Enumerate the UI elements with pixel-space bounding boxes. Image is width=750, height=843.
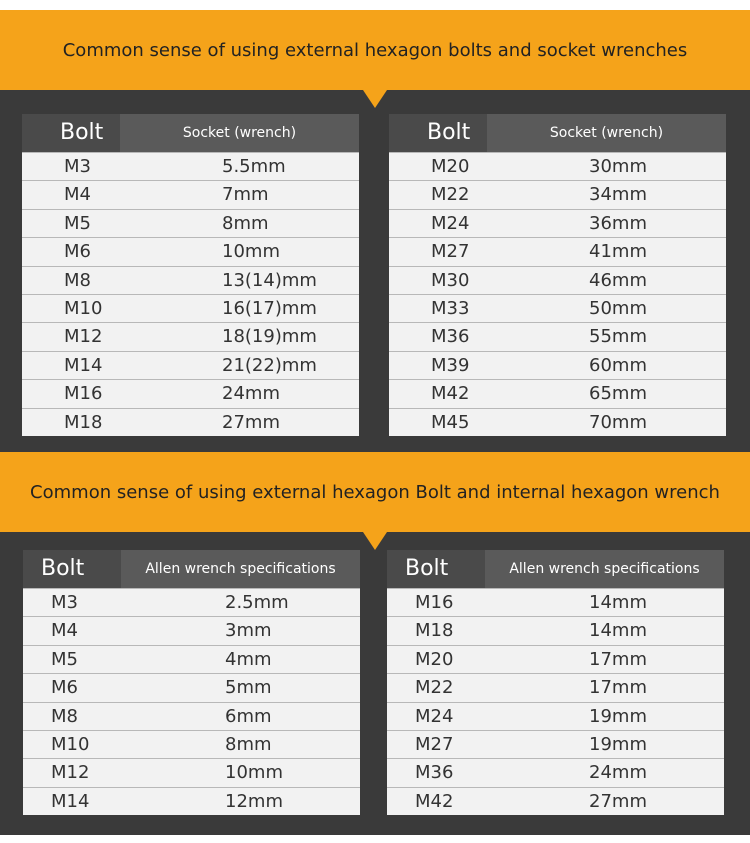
wrench-size-cell: 36mm: [589, 212, 647, 234]
wrench-size-cell: 41mm: [589, 241, 647, 263]
bolt-size-cell: M10: [51, 733, 90, 755]
wrench-size-cell: 55mm: [589, 326, 647, 348]
table-row: [23, 616, 360, 644]
bolt-size-cell: M36: [415, 762, 454, 784]
wrench-size-cell: 7mm: [222, 184, 269, 206]
wrench-size-cell: 27mm: [589, 790, 647, 812]
bolt-size-cell: M42: [431, 383, 470, 405]
table-row: [22, 209, 359, 237]
wrench-size-cell: 19mm: [589, 733, 647, 755]
table-row: [389, 209, 726, 237]
bolt-size-cell: M39: [431, 354, 470, 376]
bolt-size-cell: M10: [64, 297, 103, 319]
table-row: [22, 322, 359, 350]
bolt-size-cell: M5: [51, 648, 78, 670]
wrench-size-cell: 60mm: [589, 354, 647, 376]
wrench-size-cell: 2.5mm: [225, 592, 289, 613]
table-row: [387, 758, 724, 786]
bolt-size-cell: M24: [415, 705, 454, 727]
section1-left-table: [22, 114, 359, 436]
table-header: [23, 550, 360, 588]
table-row: [22, 408, 359, 436]
wrench-size-cell: 5mm: [225, 677, 272, 699]
table-row: [23, 673, 360, 701]
table-row: [387, 702, 724, 730]
wrench-size-cell: 70mm: [589, 411, 647, 433]
bolt-size-cell: M18: [415, 620, 454, 642]
wrench-size-cell: 34mm: [589, 184, 647, 206]
bolt-size-cell: M24: [431, 212, 470, 234]
table-row: [389, 351, 726, 379]
socket-column-header: Socket (wrench): [549, 125, 664, 141]
table-row: [23, 588, 360, 616]
table-row: [389, 152, 726, 180]
wrench-size-cell: 8mm: [222, 212, 269, 234]
wrench-size-cell: 21(22)mm: [222, 354, 317, 376]
bolt-column-header: Bolt: [23, 550, 121, 588]
bolt-size-cell: M5: [64, 212, 91, 234]
bolt-size-cell: M6: [51, 677, 78, 699]
wrench-size-cell: 17mm: [589, 677, 647, 699]
wrench-size-cell: 16(17)mm: [222, 297, 317, 319]
wrench-size-cell: 13(14)mm: [222, 269, 317, 291]
table-row: [22, 152, 359, 180]
bolt-size-cell: M12: [64, 326, 103, 348]
allen-column-header: Allen wrench specifications: [509, 561, 700, 577]
table-body: [23, 588, 360, 815]
bolt-size-cell: M27: [415, 733, 454, 755]
bolt-size-cell: M14: [64, 354, 103, 376]
wrench-size-cell: 30mm: [589, 156, 647, 177]
bolt-size-cell: M3: [64, 156, 91, 177]
bolt-size-cell: M27: [431, 241, 470, 263]
wrench-size-cell: 50mm: [589, 297, 647, 319]
section1-title: Common sense of using external hexagon bolts and socket wrenches: [62, 40, 688, 61]
wrench-size-cell: 5.5mm: [222, 156, 286, 177]
table-row: [387, 645, 724, 673]
bolt-size-cell: M14: [51, 790, 90, 812]
table-body: [387, 588, 724, 815]
table-row: [389, 379, 726, 407]
wrench-size-cell: 46mm: [589, 269, 647, 291]
table-row: [22, 266, 359, 294]
bolt-size-cell: M42: [415, 790, 454, 812]
bolt-size-cell: M16: [415, 592, 454, 613]
wrench-size-cell: 4mm: [225, 648, 272, 670]
table-row: [389, 266, 726, 294]
wrench-size-cell: 17mm: [589, 648, 647, 670]
bolt-size-cell: M22: [431, 184, 470, 206]
table-row: [22, 180, 359, 208]
table-row: [387, 588, 724, 616]
wrench-size-cell: 65mm: [589, 383, 647, 405]
table-row: [387, 787, 724, 815]
allen-column-header: Allen wrench specifications: [145, 561, 336, 577]
table-row: [23, 758, 360, 786]
bolt-column-header: Bolt: [22, 114, 120, 152]
bolt-size-cell: M30: [431, 269, 470, 291]
table-row: [23, 702, 360, 730]
table-row: [387, 616, 724, 644]
table-header: [389, 114, 726, 152]
bolt-column-header: Bolt: [387, 550, 485, 588]
table-header: [387, 550, 724, 588]
bolt-size-cell: M8: [51, 705, 78, 727]
wrench-size-cell: 24mm: [222, 383, 280, 405]
table-row: [387, 673, 724, 701]
bolt-size-cell: M12: [51, 762, 90, 784]
section2-left-table: [23, 550, 360, 815]
wrench-size-cell: 24mm: [589, 762, 647, 784]
bolt-size-cell: M8: [64, 269, 91, 291]
wrench-size-cell: 3mm: [225, 620, 272, 642]
bolt-size-cell: M18: [64, 411, 103, 433]
table-row: [389, 180, 726, 208]
wrench-size-cell: 19mm: [589, 705, 647, 727]
section1-right-table: [389, 114, 726, 436]
wrench-size-cell: 8mm: [225, 733, 272, 755]
bolt-size-cell: M4: [64, 184, 91, 206]
table-row: [23, 787, 360, 815]
table-row: [22, 237, 359, 265]
table-header: [22, 114, 359, 152]
bolt-size-cell: M22: [415, 677, 454, 699]
socket-column-header: Socket (wrench): [182, 125, 297, 141]
table-row: [22, 351, 359, 379]
table-row: [389, 237, 726, 265]
section2-arrow: [363, 532, 387, 550]
bolt-size-cell: M20: [431, 156, 470, 177]
section2-title: Common sense of using external hexagon Bolt and internal hexagon wrench: [30, 482, 720, 503]
bolt-size-cell: M36: [431, 326, 470, 348]
table-row: [389, 408, 726, 436]
bolt-size-cell: M3: [51, 592, 78, 613]
table-row: [389, 294, 726, 322]
table-row: [22, 294, 359, 322]
wrench-size-cell: 18(19)mm: [222, 326, 317, 348]
bolt-size-cell: M45: [431, 411, 470, 433]
bolt-size-cell: M16: [64, 383, 103, 405]
table-body: [22, 152, 359, 436]
section1-arrow: [363, 90, 387, 108]
wrench-size-cell: 12mm: [225, 790, 283, 812]
wrench-size-cell: 10mm: [225, 762, 283, 784]
table-row: [389, 322, 726, 350]
wrench-size-cell: 27mm: [222, 411, 280, 433]
wrench-size-cell: 14mm: [589, 592, 647, 613]
table-row: [22, 379, 359, 407]
table-body: [389, 152, 726, 436]
wrench-size-cell: 10mm: [222, 241, 280, 263]
wrench-size-cell: 6mm: [225, 705, 272, 727]
table-row: [23, 730, 360, 758]
wrench-size-cell: 14mm: [589, 620, 647, 642]
bolt-size-cell: M4: [51, 620, 78, 642]
bolt-size-cell: M6: [64, 241, 91, 263]
section2-right-table: [387, 550, 724, 815]
bolt-size-cell: M33: [431, 297, 470, 319]
bolt-column-header: Bolt: [389, 114, 487, 152]
bolt-size-cell: M20: [415, 648, 454, 670]
table-row: [23, 645, 360, 673]
table-row: [387, 730, 724, 758]
